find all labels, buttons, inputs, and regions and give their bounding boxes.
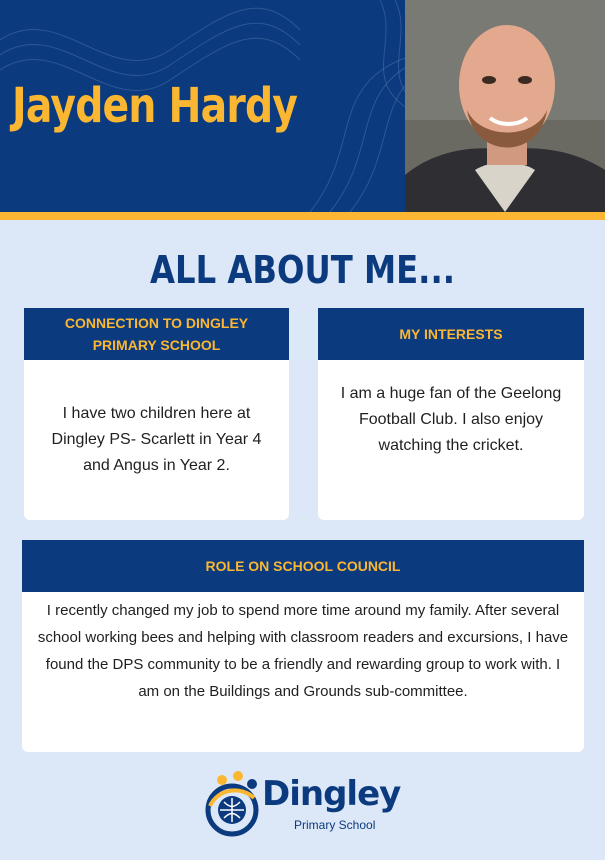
connection-heading-line1: CONNECTION TO DINGLEY — [64, 315, 249, 331]
header-accent-bar — [0, 212, 605, 220]
interests-heading — [318, 308, 584, 360]
connection-card — [24, 360, 289, 520]
logo-subtitle: Primary School — [294, 818, 376, 832]
connection-text: I have two children here at Dingley PS- Scarlett in Year 4 and Angus in Year 2. — [51, 405, 262, 474]
role-heading — [22, 540, 584, 592]
role-heading-label: ROLE ON SCHOOL COUNCIL — [205, 558, 401, 574]
page-title: ALL ABOUT ME... — [149, 248, 456, 292]
interests-card — [318, 360, 584, 520]
interests-text: I am a huge fan of the Geelong Football Club. I also enjoy watching the cricket. — [340, 385, 562, 454]
header-banner — [0, 0, 605, 212]
globe-icon — [202, 768, 262, 840]
role-card — [22, 592, 584, 752]
role-text: I recently changed my job to spend more time around my family. After several school working bees and helping with classroom readers and excursions, I have found the DPS community to be a friendly and rewarding group to work with. I am on the Buildings and Grounds sub-committee. — [37, 602, 569, 700]
person-name: Jayden Hardy — [12, 78, 298, 134]
interests-heading-label: MY INTERESTS — [399, 326, 503, 342]
connection-heading-line2: PRIMARY SCHOOL — [92, 337, 221, 353]
connection-heading — [24, 308, 289, 360]
profile-photo — [405, 0, 605, 212]
school-logo — [202, 768, 408, 840]
logo-wordmark: Dingley — [262, 774, 401, 814]
